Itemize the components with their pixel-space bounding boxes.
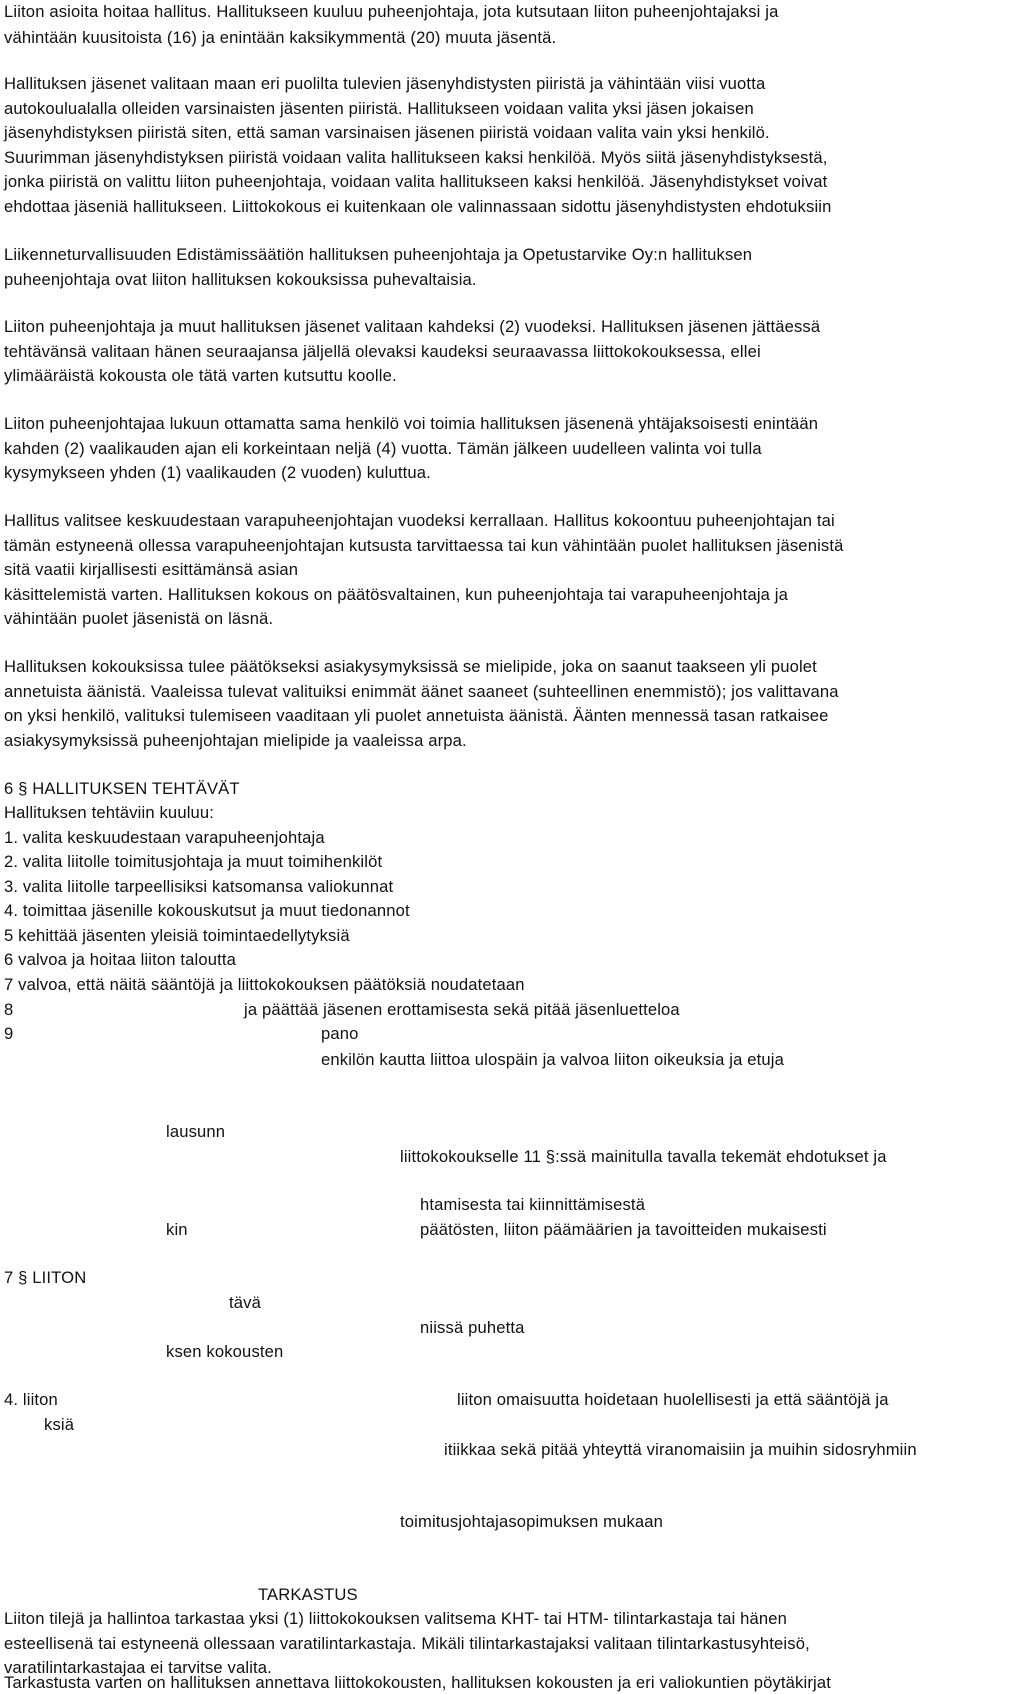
text-fragment: tävä bbox=[229, 1293, 261, 1312]
text-line: esteellisenä tai estyneenä ollessaan varatilintarkastaja. Mikäli tilintarkastajaksi valitaan tilintarkastusyhteisö, bbox=[4, 1634, 810, 1653]
text-line: Hallitus valitsee keskuudestaan varapuheenjohtajan vuodeksi kerrallaan. Hallitus kokoontuu puheenjohtajan tai bbox=[4, 511, 835, 530]
text-line: Hallituksen kokouksissa tulee päätökseksi asiakysymyksissä se mielipide, joka on saanut taakseen yli puolet bbox=[4, 657, 817, 676]
text-line: asiakysymyksissä puheenjohtajan mielipide ja vaaleissa arpa. bbox=[4, 731, 467, 750]
text-line: ylimääräistä kokousta ole tätä varten kutsuttu koolle. bbox=[4, 366, 397, 385]
text-line: puheenjohtaja ovat liiton hallituksen kokouksissa puhevaltaisia. bbox=[4, 270, 477, 289]
text-fragment: toimitusjohtajasopimuksen mukaan bbox=[400, 1512, 664, 1531]
text-line: autokoulualalla olleiden varsinaisten jäsenten piiristä. Hallitukseen voidaan valita yksi jäsen jokaisen bbox=[4, 99, 754, 118]
text-fragment: ksiä bbox=[44, 1415, 75, 1434]
text-line: kahden (2) vaalikauden ajan eli korkeintaan neljä (4) vuotta. Tämän jälkeen uudelleen valinta voi tulla bbox=[4, 439, 762, 458]
text-line: Suurimman jäsenyhdistyksen piiristä voidaan valita hallitukseen kaksi henkilöä. Myös siitä jäsenyhdistyksestä, bbox=[4, 148, 828, 167]
text-line: sitä vaatii kirjallisesti esittämänsä asian bbox=[4, 560, 299, 579]
list-item: 1. valita keskuudestaan varapuheenjohtaja bbox=[4, 828, 325, 847]
text-line: vähintään puolet jäsenistä on läsnä. bbox=[4, 609, 274, 628]
text-line: varatilintarkastajaa ei tarvitse valita. bbox=[4, 1658, 272, 1677]
list-item: 5 kehittää jäsenten yleisiä toimintaedellytyksiä bbox=[4, 926, 350, 945]
section-heading: 7 § LIITON bbox=[4, 1268, 87, 1287]
text-line: on yksi henkilö, valituksi tulemiseen vaaditaan yli puolet annetuista äänistä. Äänten mennessä tasan ratkaisee bbox=[4, 706, 829, 725]
text-fragment: liittokokoukselle 11 §:ssä mainitulla tavalla tekemät ehdotukset ja bbox=[400, 1147, 887, 1166]
text-line: ehdottaa jäseniä hallitukseen. Liittokokous ei kuitenkaan ole valinnassaan sidottu jäsenyhdistysten ehdotuksiin bbox=[4, 197, 832, 216]
text-line: tämän estyneenä ollessa varapuheenjohtajan kutsusta tarvittaessa tai kun vähintään puolet hallituksen jäsenistä bbox=[4, 536, 844, 555]
text-line: Liiton puheenjohtajaa lukuun ottamatta sama henkilö voi toimia hallituksen jäsenenä yhtäjaksoisesti enintään bbox=[4, 414, 819, 433]
text-line: jäsenyhdistyksen piiristä siten, että saman varsinaisen jäsenen piiristä voidaan valita vain yksi henkilö. bbox=[4, 123, 770, 142]
text-fragment: niissä puhetta bbox=[420, 1318, 525, 1337]
text-line: tehtävänsä valitaan hänen seuraajansa jäljellä olevaksi kaudeksi seuraavassa liittokokouksessa, ellei bbox=[4, 342, 761, 361]
text-line: Liiton tilejä ja hallintoa tarkastaa yksi (1) liittokokouksen valitsema KHT- tai HTM- tilintarkastaja tai hänen bbox=[4, 1609, 788, 1628]
text-line: Tarkastusta varten on hallituksen annettava liittokokousten, hallituksen kokousten ja eri valiokuntien pöytäkirjat bbox=[4, 1673, 831, 1692]
list-item: 2. valita liitolle toimitusjohtaja ja muut toimihenkilöt bbox=[4, 852, 383, 871]
text-line: kysymykseen yhden (1) vaalikauden (2 vuoden) kuluttua. bbox=[4, 463, 431, 482]
list-item: 4. toimittaa jäsenille kokouskutsut ja muut tiedonannot bbox=[4, 901, 410, 920]
text-line: Liiton asioita hoitaa hallitus. Hallitukseen kuuluu puheenjohtaja, jota kutsutaan liiton puheenjohtajaksi ja bbox=[4, 2, 779, 21]
text-fragment: htamisesta tai kiinnittämisestä bbox=[420, 1195, 646, 1214]
list-item-number: 8 bbox=[4, 1000, 14, 1019]
text-line: Hallituksen jäsenet valitaan maan eri puolilta tulevien jäsenyhdistysten piiristä ja vähintään viisi vuotta bbox=[4, 74, 766, 93]
section-heading: TARKASTUS bbox=[258, 1585, 358, 1604]
list-item-number: 9 bbox=[4, 1024, 14, 1043]
text-fragment: liiton omaisuutta hoidetaan huolellisesti ja että sääntöjä ja bbox=[457, 1390, 889, 1409]
list-item: pano bbox=[321, 1024, 359, 1043]
list-item: 6 valvoa ja hoitaa liiton taloutta bbox=[4, 950, 237, 969]
text-fragment: päätösten, liiton päämäärien ja tavoitteiden mukaisesti bbox=[420, 1220, 827, 1239]
text-fragment: 4. liiton bbox=[4, 1390, 58, 1409]
text-fragment: enkilön kautta liittoa ulospäin ja valvoa liiton oikeuksia ja etuja bbox=[321, 1050, 784, 1069]
text-line: Liiton puheenjohtaja ja muut hallituksen jäsenet valitaan kahdeksi (2) vuodeksi. Hallituksen jäsenen jättäessä bbox=[4, 317, 821, 336]
text-line: Liikenneturvallisuuden Edistämissäätiön hallituksen puheenjohtaja ja Opetustarvike Oy:n hallituksen bbox=[4, 245, 753, 264]
text-fragment: ksen kokousten bbox=[166, 1342, 284, 1361]
text-fragment: kin bbox=[166, 1220, 188, 1239]
section-heading: 6 § HALLITUKSEN TEHTÄVÄT bbox=[4, 779, 240, 798]
text-fragment: itiikkaa sekä pitää yhteyttä viranomaisiin ja muihin sidosryhmiin bbox=[444, 1440, 917, 1459]
text-fragment: lausunn bbox=[166, 1122, 226, 1141]
text-line: annetuista äänistä. Vaaleissa tulevat valituiksi enimmät äänet saaneet (suhteellinen enemmistö); jos valittavana bbox=[4, 682, 839, 701]
list-item: 7 valvoa, että näitä sääntöjä ja liittokokouksen päätöksiä noudatetaan bbox=[4, 975, 525, 994]
section-intro: Hallituksen tehtäviin kuuluu: bbox=[4, 803, 215, 822]
list-item: 3. valita liitolle tarpeellisiksi katsomansa valiokunnat bbox=[4, 877, 394, 896]
text-line: jonka piiristä on valittu liiton puheenjohtaja, voidaan valita hallitukseen kaksi henkilöä. Jäsenyhdistykset voivat bbox=[4, 172, 828, 191]
list-item: ja päättää jäsenen erottamisesta sekä pitää jäsenluetteloa bbox=[244, 1000, 680, 1019]
text-line: vähintään kuusitoista (16) ja enintään kaksikymmentä (20) muuta jäsentä. bbox=[4, 28, 557, 47]
text-line: käsittelemistä varten. Hallituksen kokous on päätösvaltainen, kun puheenjohtaja tai varapuheenjohtaja ja bbox=[4, 585, 789, 604]
